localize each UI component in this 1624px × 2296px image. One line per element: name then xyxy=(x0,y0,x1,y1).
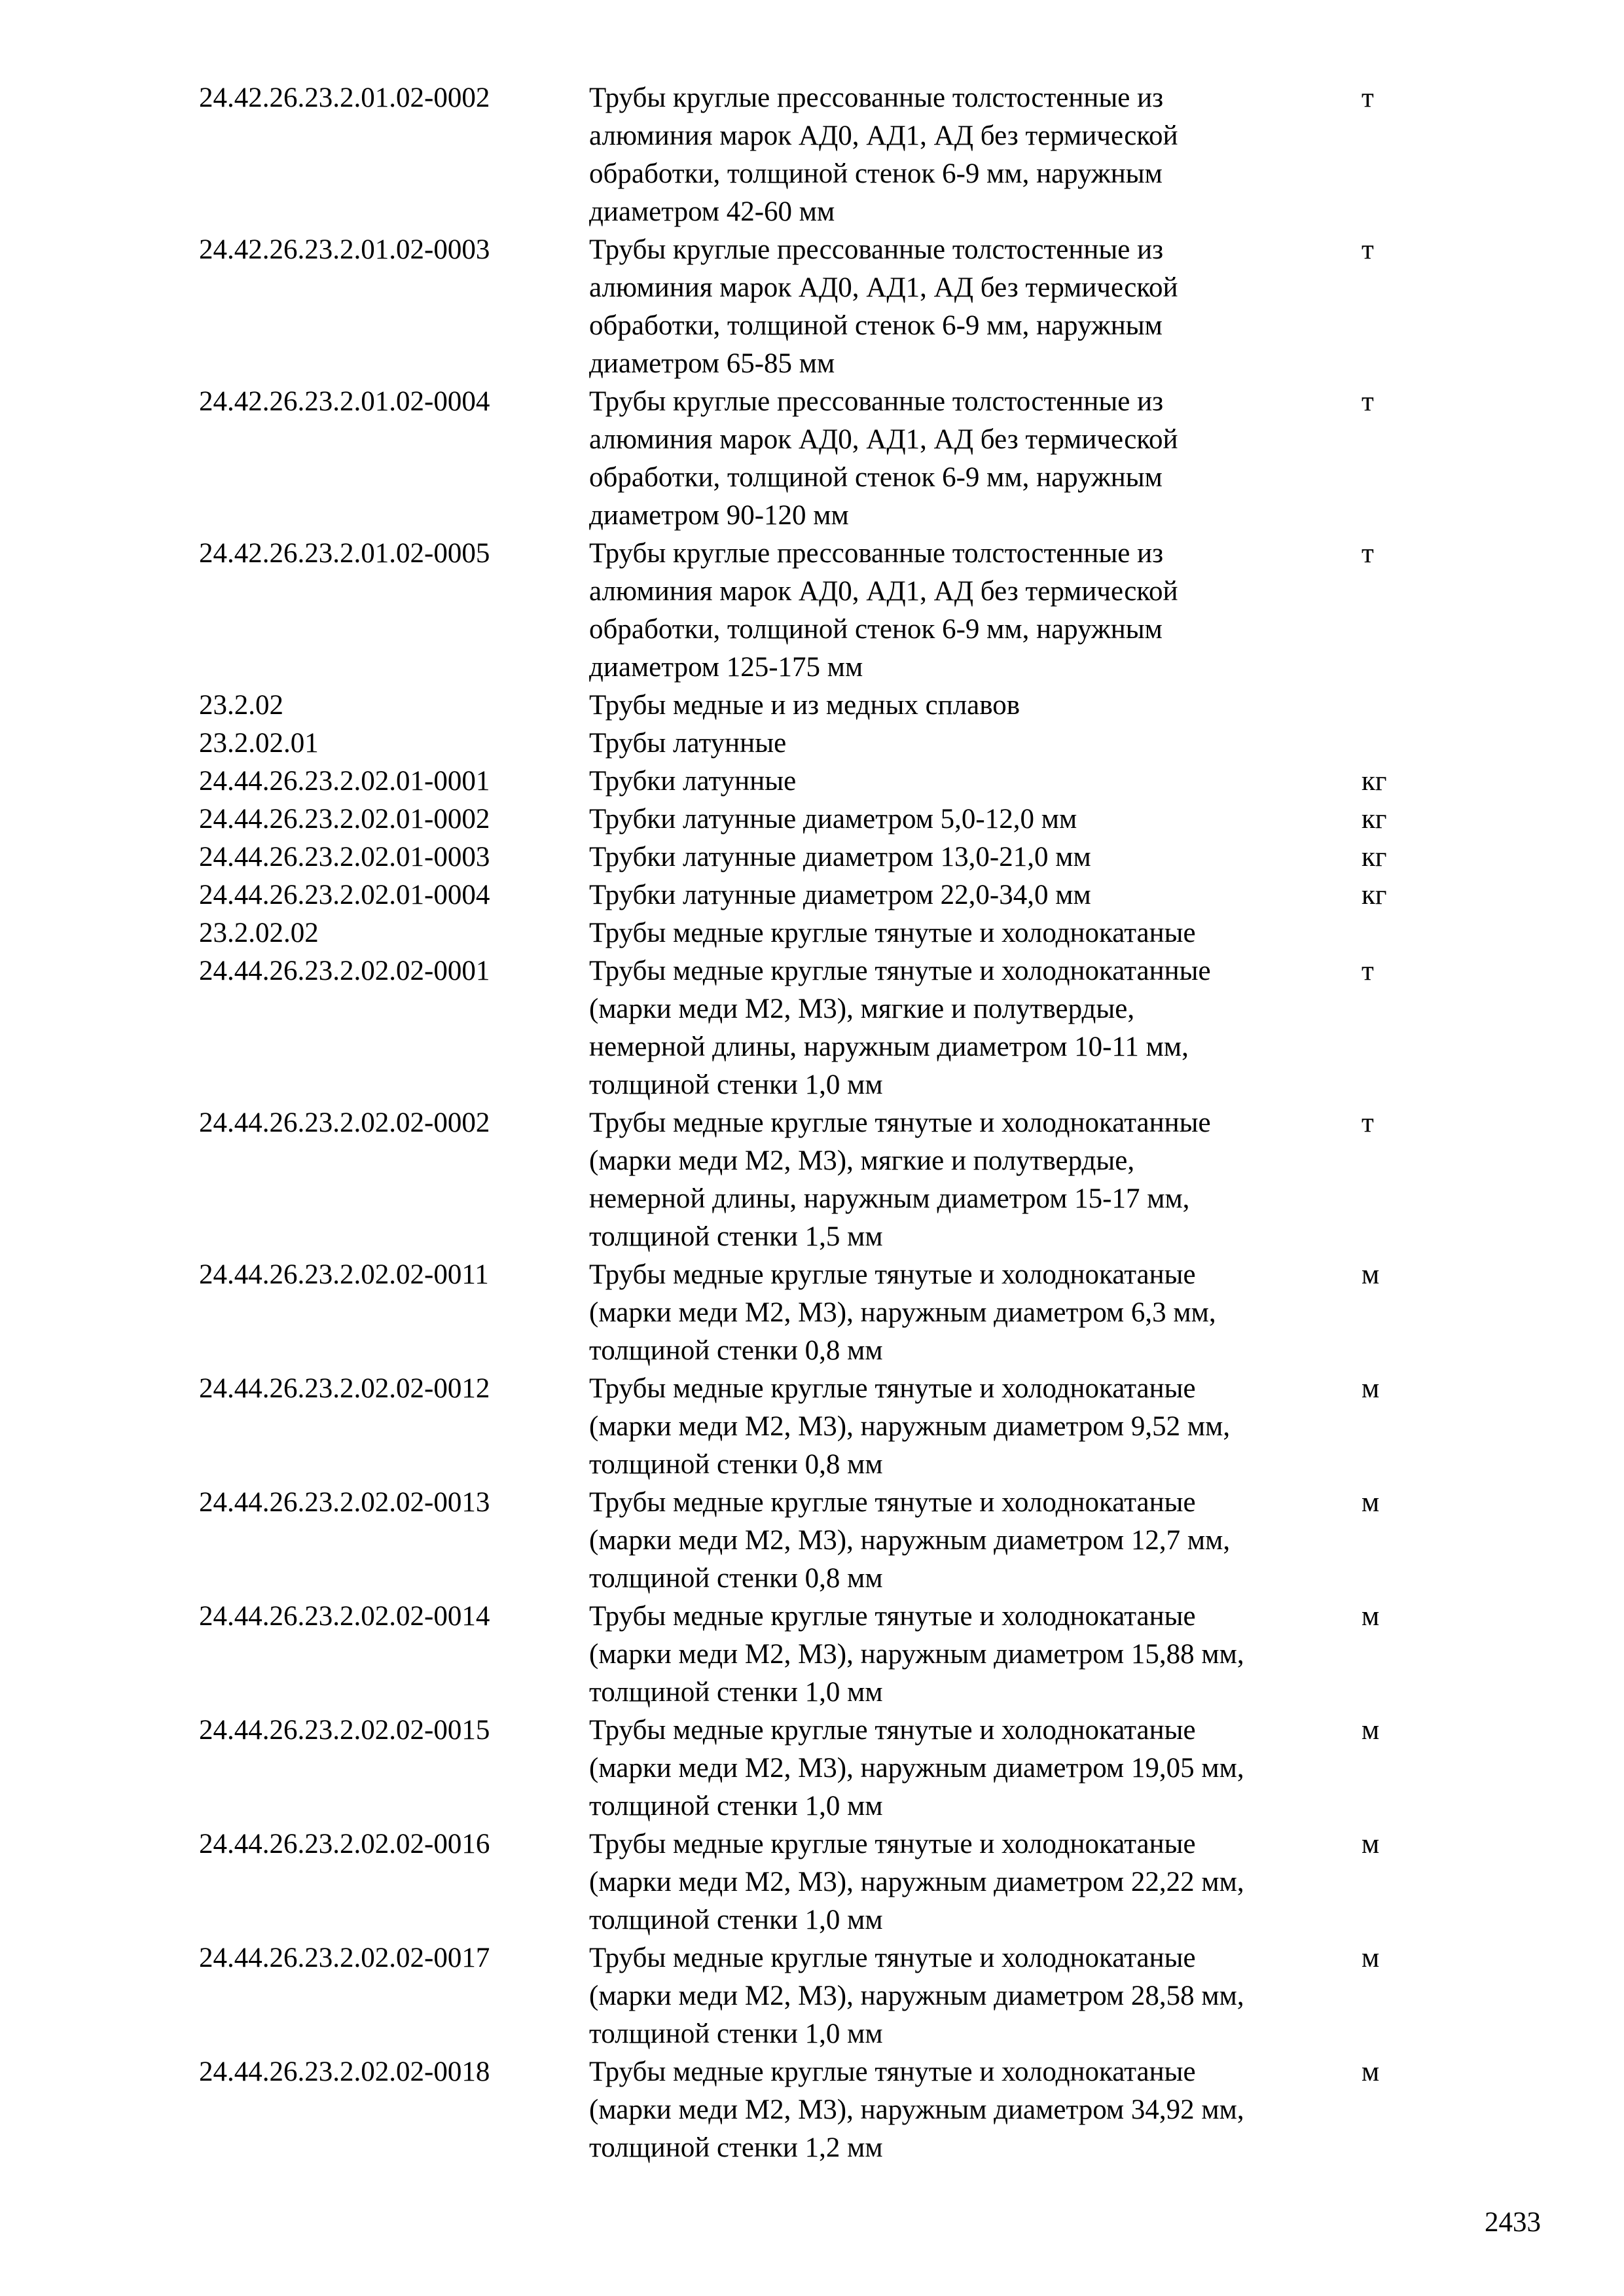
resource-unit: м xyxy=(1362,1829,1380,1859)
resource-name: Трубы круглые прессованные толстостенные из алюминия марок АД0, АД1, АД без термической обработки, толщиной стенок 6-9 мм, наружным диаметром 125-175 мм xyxy=(589,538,1178,683)
resource-name: Трубы круглые прессованные толстостенные из алюминия марок АД0, АД1, АД без термической обработки, толщиной стенок 6-9 мм, наружным диаметром 90-120 мм xyxy=(589,386,1178,531)
resource-code: 24.42.26.23.2.01.02-0004 xyxy=(199,386,490,417)
table-row xyxy=(199,687,1443,725)
resource-code: 24.42.26.23.2.01.02-0005 xyxy=(199,538,490,569)
resource-code: 24.44.26.23.2.02.02-0014 xyxy=(199,1601,490,1632)
table-row xyxy=(199,1598,1443,1712)
resource-list xyxy=(199,79,1443,2167)
resource-unit: м xyxy=(1362,1259,1380,1290)
table-row xyxy=(199,952,1443,1104)
page-number: 2433 xyxy=(1485,2207,1541,2238)
resource-unit: т xyxy=(1362,234,1374,265)
table-row xyxy=(199,1104,1443,1256)
resource-code: 24.44.26.23.2.02.02-0011 xyxy=(199,1259,489,1290)
table-row xyxy=(199,1712,1443,1825)
table-row xyxy=(199,762,1443,800)
resource-name: Трубки латунные диаметром 5,0-12,0 мм xyxy=(589,804,1077,834)
resource-unit: кг xyxy=(1362,766,1387,797)
resource-name: Трубы круглые прессованные толстостенные из алюминия марок АД0, АД1, АД без термической обработки, толщиной стенок 6-9 мм, наружным диаметром 42-60 мм xyxy=(589,82,1178,227)
resource-name: Трубы медные круглые тянутые и холоднокатаные (марки меди М2, М3), наружным диаметром 12,7 мм, толщиной стенки 0,8 мм xyxy=(589,1487,1231,1594)
resource-unit: м xyxy=(1362,1373,1380,1404)
resource-code: 24.44.26.23.2.02.01-0001 xyxy=(199,766,490,797)
resource-name: Трубы медные круглые тянутые и холоднокатаные (марки меди М2, М3), наружным диаметром 34,92 мм, толщиной стенки 1,2 мм xyxy=(589,2056,1244,2163)
resource-code: 24.44.26.23.2.02.02-0012 xyxy=(199,1373,490,1404)
resource-unit: м xyxy=(1362,1487,1380,1518)
resource-name: Трубы латунные xyxy=(589,728,787,759)
table-row xyxy=(199,2053,1443,2167)
resource-code: 24.42.26.23.2.01.02-0003 xyxy=(199,234,490,265)
resource-unit: т xyxy=(1362,538,1374,569)
table-row xyxy=(199,876,1443,914)
table-row xyxy=(199,1939,1443,2053)
resource-unit: кг xyxy=(1362,842,1387,872)
resource-code: 23.2.02.01 xyxy=(199,728,319,759)
table-row xyxy=(199,914,1443,952)
resource-code: 24.44.26.23.2.02.02-0018 xyxy=(199,2056,490,2087)
resource-code: 24.44.26.23.2.02.02-0015 xyxy=(199,1715,490,1746)
resource-name: Трубы медные круглые тянутые и холоднокатаные (марки меди М2, М3), наружным диаметром 28,58 мм, толщиной стенки 1,0 мм xyxy=(589,1943,1244,2049)
resource-name: Трубы медные круглые тянутые и холоднокатаные (марки меди М2, М3), наружным диаметром 19,05 мм, толщиной стенки 1,0 мм xyxy=(589,1715,1244,1821)
resource-code: 24.44.26.23.2.02.02-0001 xyxy=(199,956,490,986)
resource-name: Трубки латунные диаметром 13,0-21,0 мм xyxy=(589,842,1091,872)
resource-name: Трубы медные и из медных сплавов xyxy=(589,690,1020,721)
resource-unit: кг xyxy=(1362,880,1387,910)
resource-code: 24.44.26.23.2.02.02-0002 xyxy=(199,1107,490,1138)
resource-unit: кг xyxy=(1362,804,1387,834)
resource-code: 24.44.26.23.2.02.02-0016 xyxy=(199,1829,490,1859)
resource-name: Трубы медные круглые тянутые и холоднокатанные (марки меди М2, М3), мягкие и полутвердые, немерной длины, наружным диаметром 15-17 мм, толщиной стенки 1,5 мм xyxy=(589,1107,1211,1252)
resource-unit: т xyxy=(1362,956,1374,986)
resource-name: Трубы медные круглые тянутые и холоднокатаные (марки меди М2, М3), наружным диаметром 9,52 мм, толщиной стенки 0,8 мм xyxy=(589,1373,1231,1480)
resource-name: Трубы медные круглые тянутые и холоднокатаные (марки меди М2, М3), наружным диаметром 22,22 мм, толщиной стенки 1,0 мм xyxy=(589,1829,1244,1935)
table-row xyxy=(199,800,1443,838)
resource-code: 24.44.26.23.2.02.01-0002 xyxy=(199,804,490,834)
resource-unit: м xyxy=(1362,1715,1380,1746)
resource-name: Трубы круглые прессованные толстостенные из алюминия марок АД0, АД1, АД без термической обработки, толщиной стенок 6-9 мм, наружным диаметром 65-85 мм xyxy=(589,234,1178,379)
resource-name: Трубы медные круглые тянутые и холоднокатаные (марки меди М2, М3), наружным диаметром 15,88 мм, толщиной стенки 1,0 мм xyxy=(589,1601,1244,1708)
resource-name: Трубы медные круглые тянутые и холоднокатаные xyxy=(589,918,1196,948)
resource-name: Трубки латунные диаметром 22,0-34,0 мм xyxy=(589,880,1091,910)
table-row xyxy=(199,1370,1443,1484)
resource-unit: т xyxy=(1362,386,1374,417)
table-row xyxy=(199,231,1443,383)
resource-unit: м xyxy=(1362,1601,1380,1632)
resource-code: 23.2.02 xyxy=(199,690,283,721)
resource-unit: т xyxy=(1362,82,1374,113)
table-row xyxy=(199,1256,1443,1370)
resource-unit: м xyxy=(1362,2056,1380,2087)
table-row xyxy=(199,838,1443,876)
resource-name: Трубы медные круглые тянутые и холоднокатаные (марки меди М2, М3), наружным диаметром 6,3 мм, толщиной стенки 0,8 мм xyxy=(589,1259,1216,1366)
resource-code: 24.44.26.23.2.02.02-0013 xyxy=(199,1487,490,1518)
resource-name: Трубы медные круглые тянутые и холоднокатанные (марки меди М2, М3), мягкие и полутвердые, немерной длины, наружным диаметром 10-11 мм, толщиной стенки 1,0 мм xyxy=(589,956,1211,1100)
resource-unit: м xyxy=(1362,1943,1380,1973)
table-row xyxy=(199,383,1443,535)
resource-code: 24.44.26.23.2.02.01-0004 xyxy=(199,880,490,910)
resource-name: Трубки латунные xyxy=(589,766,797,797)
table-row xyxy=(199,1484,1443,1598)
resource-code: 24.44.26.23.2.02.01-0003 xyxy=(199,842,490,872)
resource-code: 24.44.26.23.2.02.02-0017 xyxy=(199,1943,490,1973)
table-row xyxy=(199,725,1443,762)
table-row xyxy=(199,535,1443,687)
resource-code: 24.42.26.23.2.01.02-0002 xyxy=(199,82,490,113)
table-row xyxy=(199,1825,1443,1939)
table-row xyxy=(199,79,1443,231)
resource-code: 23.2.02.02 xyxy=(199,918,319,948)
resource-unit: т xyxy=(1362,1107,1374,1138)
